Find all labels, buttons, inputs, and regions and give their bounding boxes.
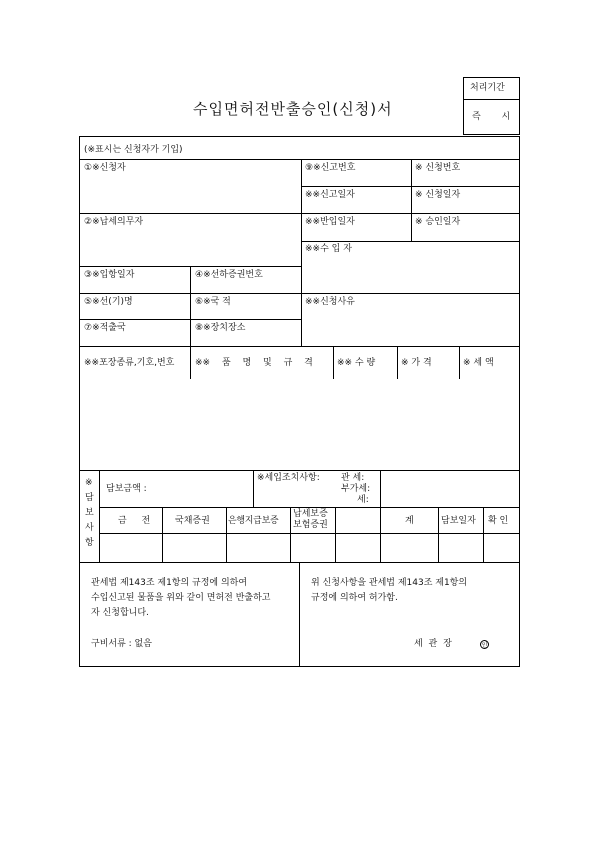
rule (335, 507, 336, 562)
processing-period-divider (463, 99, 520, 100)
vessel-name-field[interactable]: ⑤※선(기)명 (84, 297, 133, 307)
security-col-cash: 금 전 (118, 516, 151, 526)
security-side-char: 보 (85, 508, 94, 518)
footer-right-line: 위 신청사항을 관세법 제143조 제1항의 (311, 578, 468, 588)
rule (438, 507, 439, 562)
report-no-field[interactable]: ⑨※신고번호 (305, 163, 356, 173)
footer-left-line: 자 신청합니다. (91, 608, 149, 618)
goods-item-header: ※※ 품 명 및 규 격 (195, 358, 313, 368)
origin-country-field[interactable]: ⑦※적출국 (84, 323, 126, 333)
footer-left-line: 관세법 제143조 제1항의 규정에 의하여 (91, 578, 248, 588)
security-col-bank-guarantee: 은행지급보증 (228, 516, 279, 526)
processing-period-value: 즉 시 (472, 112, 511, 122)
processing-period-label: 처리기간 (470, 83, 505, 93)
security-col-date: 담보일자 (441, 516, 476, 526)
customs-director: 세 관 장 (414, 639, 452, 649)
rule (411, 159, 412, 241)
rule (301, 241, 520, 242)
application-no-field[interactable]: ※ 신청번호 (415, 163, 461, 173)
goods-rows-area[interactable] (80, 380, 519, 469)
required-documents: 구비서류 : 없음 (91, 639, 152, 649)
tax-measure-label: ※세입조치사항: (257, 473, 320, 483)
goods-price-header: ※ 가 격 (401, 358, 432, 368)
security-side-char: 항 (85, 538, 94, 548)
rule (79, 470, 520, 471)
vat-label: 부가세: (341, 484, 371, 494)
rule (301, 159, 302, 346)
goods-packing-header: ※※포장종류,기호,번호 (84, 358, 175, 368)
footer-left-line: 수입신고된 물품을 위와 같이 면허전 반출하고 (91, 593, 271, 603)
rule (79, 213, 520, 214)
taxpayer-field[interactable]: ②※납세의무자 (84, 217, 144, 227)
rule (79, 159, 520, 160)
storage-place-field[interactable]: ⑧※장치장소 (195, 323, 246, 333)
customs-duty-label: 관 세: (341, 473, 365, 483)
rule (79, 293, 520, 294)
security-col-gov-bonds: 국채증권 (175, 516, 210, 526)
seal-icon: 인 (481, 642, 488, 649)
entry-date-field[interactable]: ③※입항일자 (84, 270, 135, 280)
importer-field[interactable]: ※※수 입 자 (305, 244, 352, 254)
goods-tax-header: ※ 세 액 (463, 358, 494, 368)
rule (459, 346, 460, 379)
page-title: 수입면허전반출승인(신청)서 (193, 100, 393, 118)
rule (253, 470, 254, 507)
rule (299, 562, 300, 667)
tax-label: 세: (357, 495, 369, 505)
goods-quantity-header: ※※ 수 량 (337, 358, 376, 368)
security-col-insurance: 보험증권 (293, 520, 328, 530)
rule (190, 266, 191, 346)
rule (190, 346, 191, 379)
security-col-total: 계 (405, 516, 414, 526)
rule (380, 470, 381, 507)
rule (397, 346, 398, 379)
bl-no-field[interactable]: ④※선하증권번호 (195, 270, 263, 280)
application-date-field[interactable]: ※ 신청일자 (415, 190, 461, 200)
security-side-char: 담 (85, 493, 94, 503)
security-side-char: 사 (85, 523, 94, 533)
rule (290, 507, 291, 562)
security-col-confirm: 확 인 (488, 516, 509, 526)
reason-field[interactable]: ※※신청사유 (305, 297, 355, 307)
footer-right-line: 규정에 의하여 허가함. (311, 593, 398, 603)
nationality-field[interactable]: ⑥※국 적 (195, 297, 231, 307)
security-side-char: ※ (85, 478, 93, 488)
applicant-field[interactable]: ①※신청자 (84, 163, 126, 173)
rule (79, 346, 520, 347)
rule (226, 507, 227, 562)
rule (483, 507, 484, 562)
security-col-tax-guarantee: 납세보증 (293, 509, 328, 519)
rule (162, 507, 163, 562)
entry-note: (※표시는 신청자가 기입) (84, 145, 183, 155)
security-amount-field[interactable]: 담보금액 : (106, 484, 147, 494)
approval-date-field[interactable]: ※ 승인일자 (415, 217, 461, 227)
rule (99, 470, 100, 562)
rule (333, 346, 334, 379)
rule (380, 507, 381, 562)
carry-in-date-field[interactable]: ※※반입일자 (305, 217, 355, 227)
report-date-field[interactable]: ※※신고일자 (305, 190, 355, 200)
